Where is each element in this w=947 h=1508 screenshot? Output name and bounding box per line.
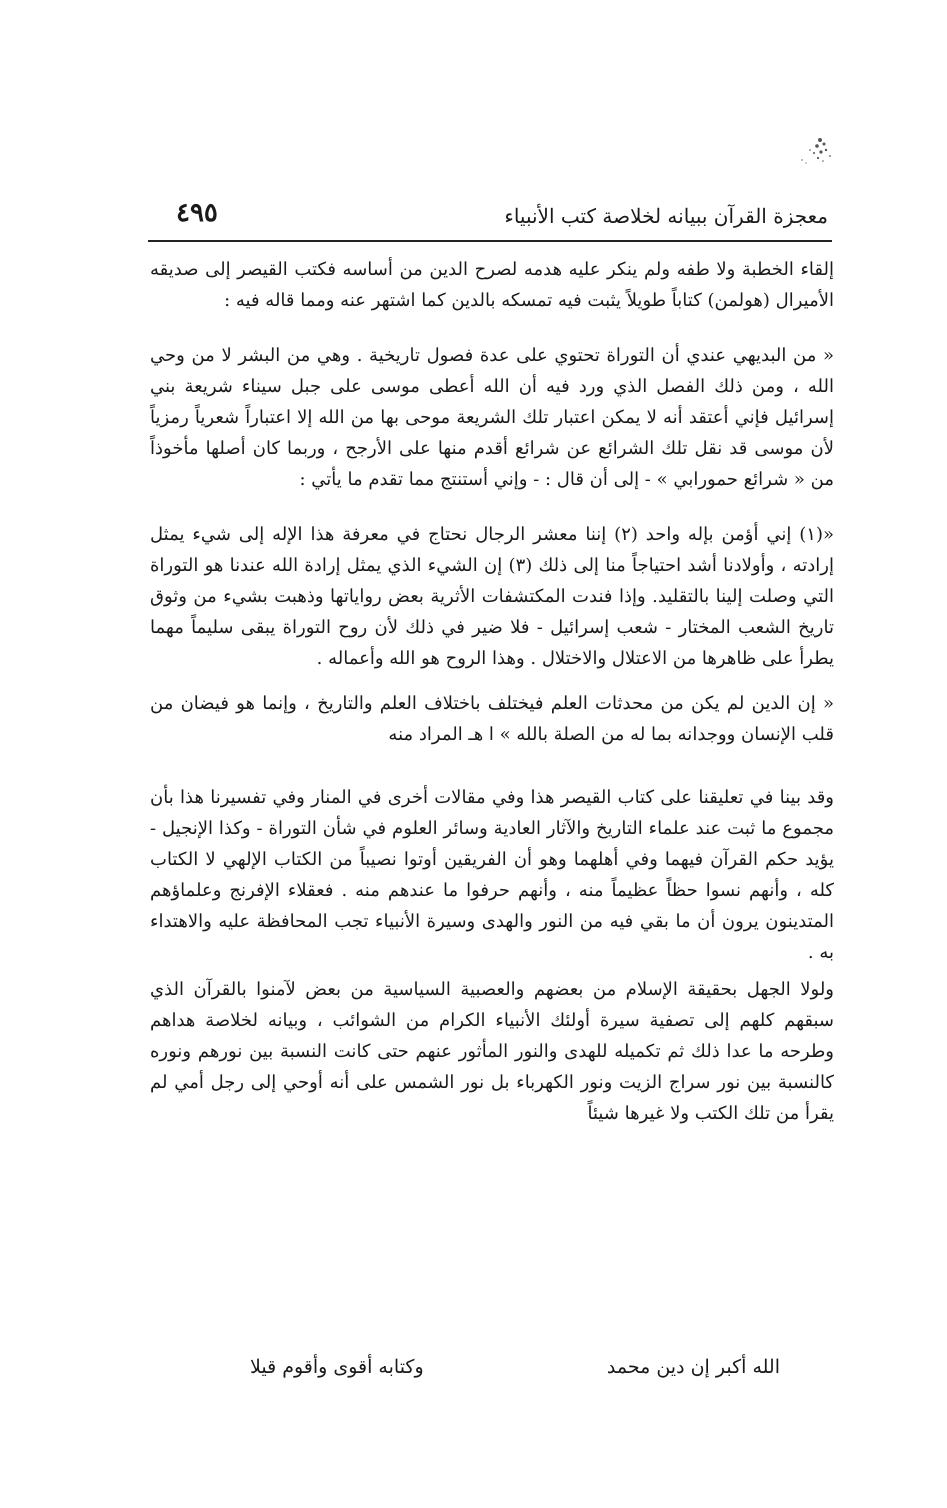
header-title: معجزة القرآن ببيانه لخلاصة كتب الأنبياء (504, 204, 828, 228)
quote-paragraph-3: « إن الدين لم يكن من محدثات العلم فيختلف باختلاف العلم والتاريخ ، وإنما هو فيضان من قلب الإنسان ووجدانه بما له من الصلة بالله » ا هـ المراد منه (150, 693, 834, 745)
scan-smudge (790, 128, 840, 172)
verse-second-hemistich: وكتابه أقوى وأقوم قيلا (250, 1356, 424, 1378)
body-text (150, 254, 834, 1129)
header-rule (148, 240, 832, 242)
paragraph-conclusion: ولولا الجهل بحقيقة الإسلام من بعضهم والعصبية السياسية من بعض لآمنوا بالقرآن الذي سبقهم كلهم إلى تصفية سيرة أولئك الأنبياء الكرام من الشوائب ، وبيانه لخلاصة هداهم وطرحه ما عدا ذلك ثم تكميله للهدى والنور المأثور عنهم حتى كانت النسبة بين نورهم ونوره كالنسبة بين نور سراج الزيت ونور الكهرباء بل نور الشمس على أنه أوحي إلى رجل أمي لم يقرأ من تلك الكتب ولا غيرها شيئاً (150, 979, 834, 1124)
running-header (148, 196, 828, 236)
paragraph-commentary: وقد بينا في تعليقنا على كتاب القيصر هذا وفي مقالات أخرى في المنار وفي تفسيرنا هذا بأن مجموع ما ثبت عند علماء التاريخ والآثار العادية وسائر العلوم في شأن التوراة - وكذا الإنجيل - يؤيد حكم القرآن فيهما وفي أهلهما وهو أن الفريقين أوتوا نصيباً من الكتاب الإلهي لا الكتاب كله ، وأنهم نسوا حظاً عظيماً منه ، وأنهم حرفوا ما عندهم منه . فعقلاء الإفرنج وعلماؤهم المتدينون يرون أن ما بقي فيه من النور والهدى وسيرة الأنبياء تجب المحافظة عليه والاهتداء به . (150, 787, 834, 963)
poetry-verse (250, 1356, 780, 1390)
paragraph-intro: إلقاء الخطبة ولا طفه ولم ينكر عليه هدمه لصرح الدين من أساسه فكتب القيصر إلى صديقه الأميرال (هولمن) كتاباً طويلاً يثبت فيه تمسكه بالدين كما اشتهر عنه ومما قاله فيه : (150, 259, 834, 311)
quote-paragraph-1: « من البديهي عندي أن التوراة تحتوي على عدة فصول تاريخية . وهي من البشر لا من وحي الله ، ومن ذلك الفصل الذي ورد فيه أن الله أعطى موسى على جبل سيناء شريعة بني إسرائيل فإني أعتقد أنه لا يمكن اعتبار تلك الشريعة موحى بها من الله إلا اعتباراً شعرياً رمزياً لأن موسى قد نقل تلك الشرائع عن شرائع أقدم منها على الأرجح ، وربما كان أصلها مأخوذاً من « شرائع حمورابي » - إلى أن قال : - وإني أستنتج مما تقدم ما يأتي : (150, 345, 834, 490)
page-number: ٤٩٥ (176, 198, 218, 228)
verse-first-hemistich: الله أكبر إن دين محمد (606, 1356, 780, 1378)
quote-paragraph-2: «(١) إني أؤمن بإله واحد (٢) إننا معشر الرجال نحتاج في معرفة هذا الإله إلى شيء يمثل إرادته ، وأولادنا أشد احتياجاً منا إلى ذلك (٣) إن الشيء الذي يمثل إرادة الله عندنا هو التوراة التي وصلت إلينا بالتقليد. وإذا فندت المكتشفات الأثرية بعض رواياتها وذهبت بشيء من وثوق تاريخ الشعب المختار - شعب إسرائيل - فلا ضير في ذلك لأن روح التوراة يبقى سليماً مهما يطرأ على ظاهرها من الاعتلال والاختلال . وهذا الروح هو الله وأعماله . (150, 524, 834, 669)
